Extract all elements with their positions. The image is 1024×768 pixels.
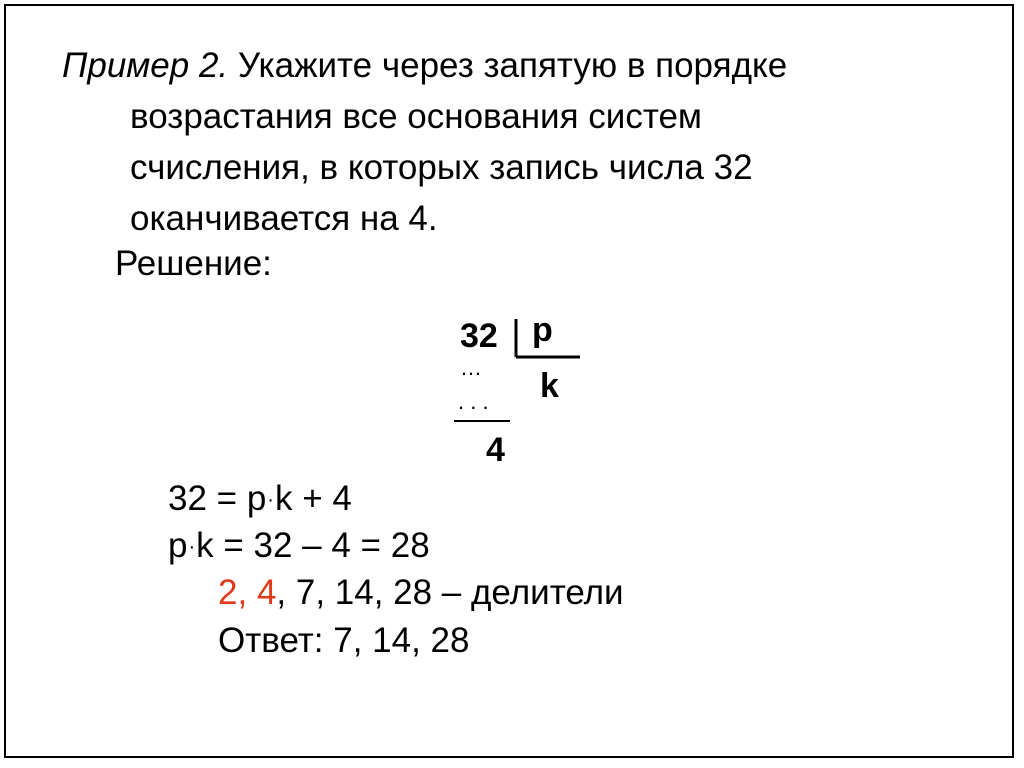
problem-line-3: счисления, в которых запись числа 32 <box>130 148 753 187</box>
example-label: Пример 2. <box>62 46 229 85</box>
answer-line: Ответ: 7, 14, 28 <box>218 621 470 660</box>
ellipsis-1: … <box>460 355 482 380</box>
equation-2 <box>168 523 430 574</box>
eq2-right: k = 32 – 4 = 28 <box>196 526 430 565</box>
equation-1 <box>168 476 352 527</box>
quotient: k <box>540 367 559 405</box>
divisors-rest: , 7, 14, 28 – делители <box>276 573 624 612</box>
multiply-dot: · <box>267 489 274 511</box>
divisor: p <box>532 311 553 349</box>
ellipsis-2: . . . <box>458 389 489 414</box>
eq1-left: 32 = p <box>168 479 267 518</box>
problem-statement <box>62 40 962 244</box>
long-division-diagram <box>440 305 600 470</box>
problem-line-2: возрастания все основания систем <box>130 97 702 136</box>
eq1-right: k + 4 <box>274 479 352 518</box>
divisors-line <box>218 570 624 616</box>
divisor-red-2: 2, <box>218 573 248 612</box>
remainder: 4 <box>486 431 505 469</box>
eq2-left: p <box>168 526 188 565</box>
dividend: 32 <box>460 317 498 355</box>
problem-line-1: Укажите через запятую в порядке <box>237 46 788 85</box>
solution-heading: Решение: <box>115 244 272 283</box>
multiply-dot: · <box>188 536 196 558</box>
problem-line-4: оканчивается на 4. <box>130 199 438 238</box>
divisor-red-4: 4 <box>256 573 277 612</box>
